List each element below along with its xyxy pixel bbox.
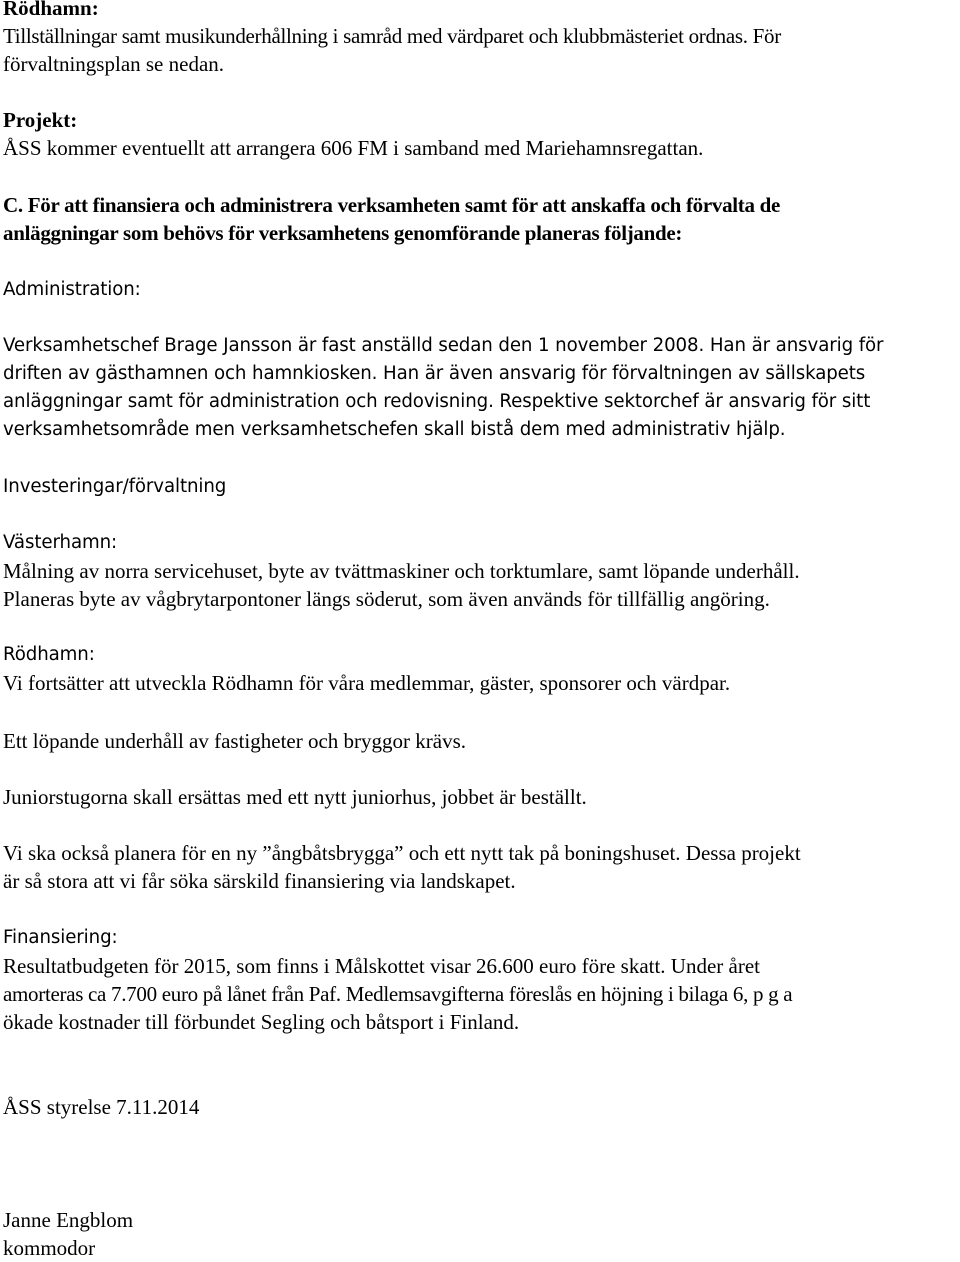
section-investeringar <box>3 473 958 501</box>
body-line: anläggningar samt för administration och redovisning. Respektive sektorchef är ansvarig för sitt <box>3 391 871 412</box>
body-line: Vi fortsätter att utveckla Rödhamn för våra medlemmar, gäster, sponsorer och värdpar. <box>3 671 731 695</box>
body-line: Planeras byte av vågbrytarpontoner längs söderut, som även används för tillfällig angöring. <box>3 587 770 611</box>
body-line: Vi ska också planera för en ny ”ångbåtsbrygga” och ett nytt tak på boningshuset. Dessa projekt <box>3 841 801 865</box>
body-line: Ett löpande underhåll av fastigheter och bryggor krävs. <box>3 729 467 753</box>
heading-investeringar: Investeringar/förvaltning <box>3 476 227 497</box>
body-line: Resultatbudgeten för 2015, som finns i Målskottet visar 26.600 euro före skatt. Under året <box>3 954 761 978</box>
body-line: ÅSS kommer eventuellt att arrangera 606 FM i samband med Mariehamnsregattan. <box>3 136 704 160</box>
section-administration-heading <box>3 276 958 304</box>
section-c-intro <box>3 191 958 247</box>
section-rodhamn-plans <box>3 641 958 697</box>
signer-name: Janne Engblom <box>3 1208 134 1232</box>
body-line: Målning av norra servicehuset, byte av tvättmaskiner och torktumlare, samt löpande underhåll. <box>3 559 800 583</box>
heading-administration: Administration: <box>3 279 141 300</box>
heading-projekt: Projekt: <box>3 108 78 132</box>
body-line: Tillställningar samt musikunderhållning i samråd med värdparet och klubbmästeriet ordnas. För <box>3 24 781 48</box>
section-projekt <box>3 106 958 162</box>
section-finansiering <box>3 924 958 1036</box>
section-vasterhamn <box>3 529 958 613</box>
section-rodhamn-intro <box>3 0 958 78</box>
section-administration-body <box>3 332 958 444</box>
paragraph-angbatsbrygga <box>3 839 958 895</box>
body-line: Verksamhetschef Brage Jansson är fast anställd sedan den 1 november 2008. Han är ansvarig för <box>3 335 884 356</box>
body-line: ökade kostnader till förbundet Segling och båtsport i Finland. <box>3 1010 520 1034</box>
board-date: ÅSS styrelse 7.11.2014 <box>3 1095 200 1119</box>
heading-rodhamn: Rödhamn: <box>3 0 99 20</box>
paragraph-underhall <box>3 727 958 755</box>
body-line: amorteras ca 7.700 euro på lånet från Paf. Medlemsavgifterna föreslås en höjning i bilaga 6, p g a <box>3 982 793 1006</box>
heading-rodhamn: Rödhamn: <box>3 644 95 665</box>
body-line: verksamhetsområde men verksamhetschefen skall bistå dem med administrativ hjälp. <box>3 419 786 440</box>
heading-finansiering: Finansiering: <box>3 927 118 948</box>
signer-title: kommodor <box>3 1236 96 1260</box>
signature-block <box>3 1206 958 1262</box>
body-line: Juniorstugorna skall ersättas med ett nytt juniorhus, jobbet är beställt. <box>3 785 587 809</box>
heading-vasterhamn: Västerhamn: <box>3 532 118 553</box>
body-line: driften av gästhamnen och hamnkiosken. Han är även ansvarig för förvaltningen av sällskapets <box>3 363 866 384</box>
signature-board-date <box>3 1093 958 1121</box>
body-line: förvaltningsplan se nedan. <box>3 52 225 76</box>
paragraph-juniorhus <box>3 783 958 811</box>
bold-line: C. För att finansiera och administrera verksamheten samt för att anskaffa och förvalta de <box>3 193 781 217</box>
body-line: är så stora att vi får söka särskild finansiering via landskapet. <box>3 869 516 893</box>
bold-line: anläggningar som behövs för verksamhetens genomförande planeras följande: <box>3 221 683 245</box>
